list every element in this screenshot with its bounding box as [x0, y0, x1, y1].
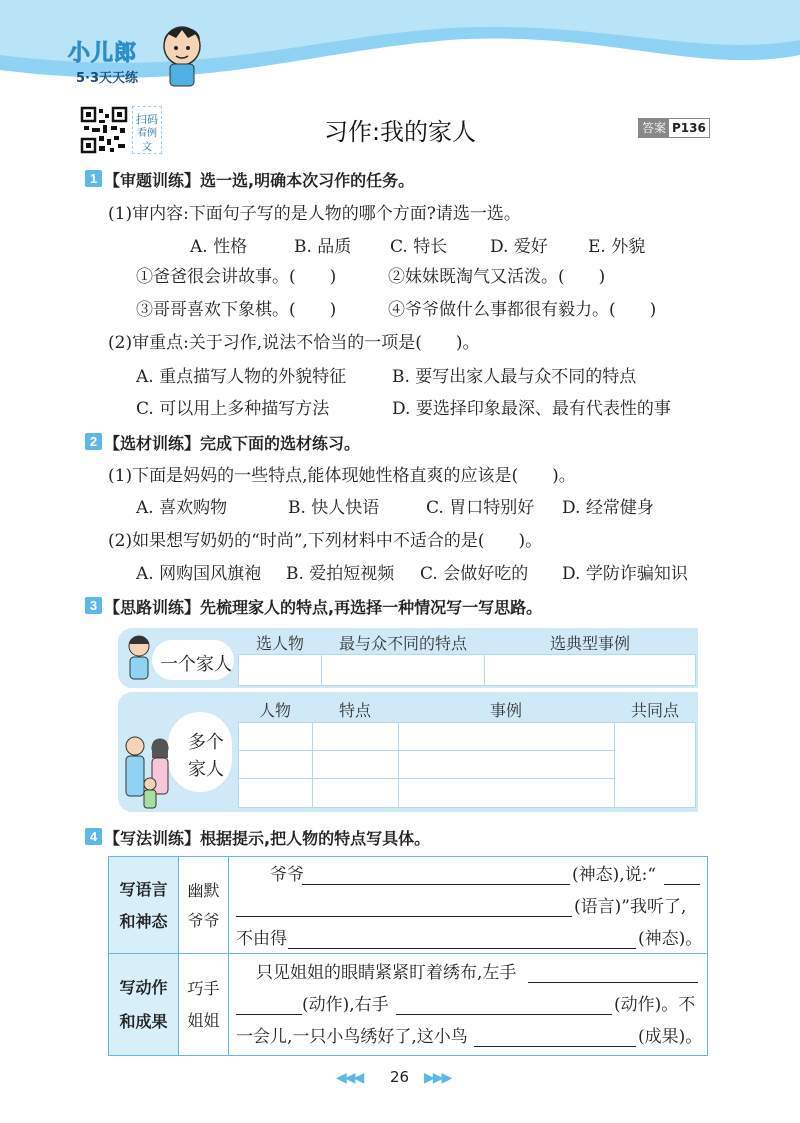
s1-q2-option-c: C. 可以用上多种描写方法	[136, 399, 330, 419]
multi-member-label-2: 家人	[188, 759, 224, 780]
row1-line1-a: 爷爷	[270, 865, 304, 885]
s1-item-2: ②妹妹既淘气又活泼。( )	[388, 267, 606, 287]
multi-cell-common[interactable]	[614, 722, 696, 808]
s2-q2-option-d: D. 学防诈骗知识	[562, 564, 688, 584]
section-1-title: 【审题训练】选一选,明确本次习作的任务。	[104, 171, 415, 190]
row1-label-2: 和神态	[119, 912, 168, 931]
multi-cell-r1-example[interactable]	[398, 722, 615, 751]
row2-line3-b: (成果)。	[638, 1027, 703, 1047]
one-header-example: 选典型事例	[549, 634, 630, 653]
s2-q2-option-c: C. 会做好吃的	[420, 564, 529, 584]
multi-member-label-1: 多个	[188, 732, 224, 753]
s1-option-c: C. 特长	[390, 237, 448, 257]
row2-sub-2: 姐姐	[187, 1011, 220, 1030]
s1-option-e: E. 外貌	[588, 237, 646, 257]
s2-q2: (2)如果想写奶奶的“时尚”,下列材料中不适合的是( )。	[108, 531, 543, 551]
family-icon	[120, 734, 190, 810]
multi-cell-r1-feature[interactable]	[312, 722, 399, 751]
one-member-label: 一个家人	[160, 654, 232, 675]
one-cell-person[interactable]	[238, 654, 322, 686]
multi-cell-r2-person[interactable]	[238, 750, 313, 779]
row2-blank-2[interactable]	[236, 1014, 302, 1015]
multi-header-common: 共同点	[630, 701, 679, 720]
multi-header-person: 人物	[258, 701, 291, 720]
row2-blank-4[interactable]	[474, 1046, 636, 1047]
s2-q2-option-b: B. 爱拍短视频	[286, 564, 395, 584]
s2-q1-option-c: C. 胃口特别好	[426, 498, 535, 518]
brand-series: 5·3天天练	[76, 71, 139, 86]
s1-item-4: ④爷爷做什么事都很有毅力。( )	[388, 300, 657, 320]
s1-item-3: ③哥哥喜欢下象棋。( )	[136, 300, 337, 320]
row1-line3-b: (神态)。	[638, 929, 703, 949]
s1-q2-option-a: A. 重点描写人物的外貌特征	[136, 367, 347, 387]
answer-label: 答案	[639, 119, 669, 137]
multi-cell-r2-example[interactable]	[398, 750, 615, 779]
answer-ref[interactable]	[638, 118, 710, 138]
multi-cell-r2-feature[interactable]	[312, 750, 399, 779]
multi-cell-r3-person[interactable]	[238, 778, 313, 808]
row2-sub-1: 巧手	[187, 979, 220, 998]
s1-item-1: ①爸爸很会讲故事。( )	[136, 267, 337, 287]
row2-line2-a: (动作),右手	[302, 995, 389, 1015]
row1-line3-a: 不由得	[236, 929, 287, 949]
one-header-person: 选人物	[255, 634, 304, 653]
section-2-number: 2	[85, 433, 102, 450]
row2-line1-a: 只见姐姐的眼睛紧紧盯着绣布,左手	[256, 963, 517, 983]
row2-blank-1[interactable]	[528, 982, 698, 983]
section-2-title: 【选材训练】完成下面的选材练习。	[104, 434, 361, 453]
row2-line2-b: (动作)。不	[614, 995, 696, 1015]
mascot-boy-icon	[158, 18, 206, 88]
row1-blank-1[interactable]	[302, 884, 570, 885]
row2-label-bg	[109, 954, 178, 1055]
row1-line1-b: (神态),说:“	[572, 865, 657, 885]
s2-q1-option-b: B. 快人快语	[288, 498, 380, 518]
page-title: 习作:我的家人	[323, 118, 477, 146]
s1-option-d: D. 爱好	[490, 237, 548, 257]
section-3-title: 【思路训练】先梳理家人的特点,再选择一种情况写一写思路。	[104, 598, 543, 617]
s2-q1-option-a: A. 喜欢购物	[136, 498, 228, 518]
multi-header-feature: 特点	[338, 701, 371, 720]
row1-label-1: 写语言	[119, 880, 168, 899]
one-header-feature: 最与众不同的特点	[338, 634, 467, 653]
qr-tag-line1: 扫码	[136, 113, 158, 126]
s1-option-b: B. 品质	[294, 237, 352, 257]
row1-blank-2[interactable]	[664, 884, 700, 885]
row1-blank-4[interactable]	[288, 948, 636, 949]
brand-logo-text: 小儿郎	[68, 41, 138, 66]
multi-cell-r1-person[interactable]	[238, 722, 313, 751]
footer-right-arrows-icon: ▶▶▶	[424, 1070, 451, 1086]
row2-label-1: 写动作	[119, 978, 168, 997]
footer-left-arrows-icon: ◀◀◀	[336, 1070, 363, 1086]
s2-q1-option-d: D. 经常健身	[562, 498, 654, 518]
person-icon	[124, 634, 154, 684]
s1-q2-option-b: B. 要写出家人最与众不同的特点	[392, 367, 637, 387]
row2-label-2: 和成果	[119, 1012, 168, 1031]
section-3-number: 3	[85, 597, 102, 614]
s1-q2-option-d: D. 要选择印象最深、最有代表性的事	[392, 399, 671, 419]
row1-blank-3[interactable]	[236, 916, 572, 917]
page-number: 26	[390, 1068, 410, 1086]
one-cell-feature[interactable]	[321, 654, 485, 686]
row2-line3-a: 一会儿,一只小鸟绣好了,这小鸟	[236, 1027, 468, 1047]
s2-q2-option-a: A. 网购国风旗袍	[136, 564, 262, 584]
s2-q1: (1)下面是妈妈的一些特点,能体现她性格直爽的应该是( )。	[108, 466, 576, 486]
row1-sub-1: 幽默	[187, 881, 220, 900]
multi-cell-r3-example[interactable]	[398, 778, 615, 808]
row2-blank-3[interactable]	[396, 1014, 612, 1015]
section-1-number: 1	[85, 170, 102, 187]
answer-page: P136	[672, 121, 706, 135]
divider-h	[109, 953, 707, 954]
s1-q2: (2)审重点:关于习作,说法不恰当的一项是( )。	[108, 333, 480, 353]
s1-option-a: A. 性格	[190, 237, 248, 257]
section-4-number: 4	[85, 828, 102, 845]
multi-cell-r3-feature[interactable]	[312, 778, 399, 808]
s1-q1: (1)审内容:下面句子写的是人物的哪个方面?请选一选。	[108, 204, 521, 224]
section-4-title: 【写法训练】根据提示,把人物的特点写具体。	[104, 829, 431, 848]
one-cell-example[interactable]	[484, 654, 696, 686]
row1-sub-2: 爷爷	[187, 911, 220, 930]
qr-tag-line2: 看例文	[137, 128, 157, 153]
row1-line2-a: (语言)”我听了,	[574, 897, 687, 917]
divider-v2	[228, 857, 229, 1055]
multi-header-example: 事例	[489, 701, 522, 720]
